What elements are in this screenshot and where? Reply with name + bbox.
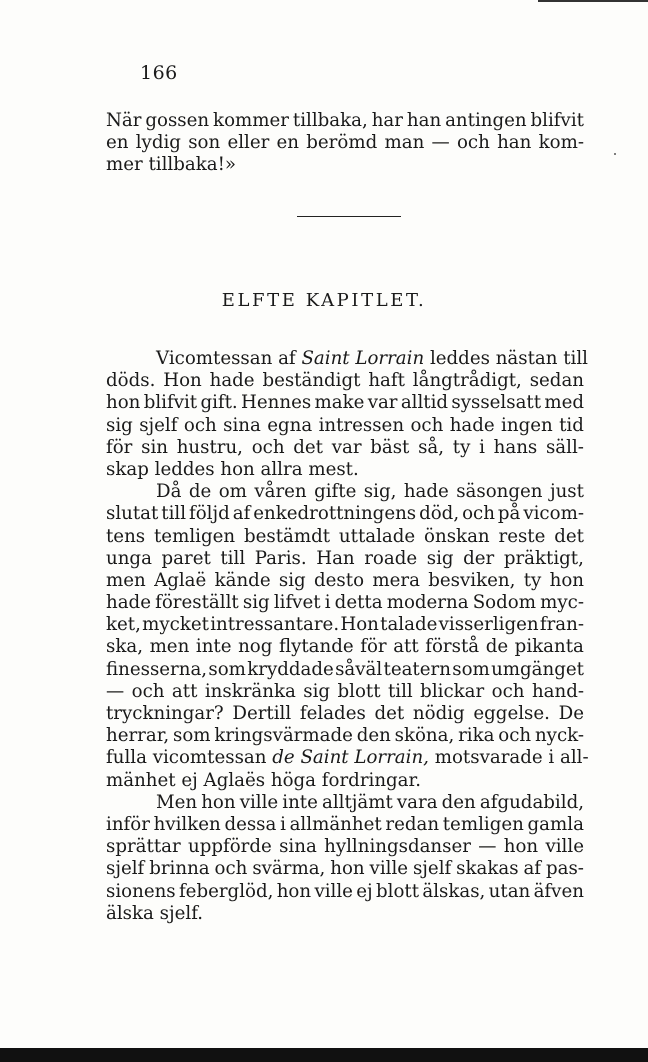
text-line xyxy=(106,659,584,681)
word: och xyxy=(491,680,525,702)
word: alltid xyxy=(400,392,449,414)
word: ty xyxy=(523,569,542,591)
chapter-body xyxy=(106,348,589,925)
word: kom- xyxy=(538,132,584,154)
word: gifte xyxy=(314,481,357,503)
word: lifvet xyxy=(273,592,321,614)
text-line xyxy=(106,792,584,814)
word: mycket xyxy=(142,614,209,636)
word: uppförde xyxy=(187,836,272,858)
word: och xyxy=(214,858,248,880)
word: sysselsatt xyxy=(451,392,542,414)
word: ville xyxy=(239,791,279,813)
word: finesserna, xyxy=(106,658,208,680)
word: på xyxy=(497,503,521,525)
text-line xyxy=(106,370,584,392)
word: slutat xyxy=(106,503,159,525)
word: en xyxy=(276,132,300,154)
word: den xyxy=(441,791,476,813)
text-line xyxy=(106,348,588,370)
word: visserligen xyxy=(438,614,539,636)
text-line xyxy=(106,481,584,503)
word: moderna xyxy=(386,592,469,614)
word: intressen xyxy=(318,414,405,436)
word: att xyxy=(393,636,419,658)
word: afgudabild, xyxy=(479,791,584,813)
paper-speck xyxy=(614,153,616,155)
word: temligen xyxy=(154,525,236,547)
word: kringsvärmade xyxy=(214,725,353,747)
text-line xyxy=(106,681,584,703)
word: redan xyxy=(385,813,440,835)
word: hustru, xyxy=(176,436,243,458)
word: inte xyxy=(195,636,232,658)
word: och xyxy=(410,414,444,436)
word: och xyxy=(498,725,532,747)
word: sina xyxy=(279,836,317,858)
word: följd xyxy=(189,503,230,525)
word: Aglaë xyxy=(154,569,207,591)
word: kommer xyxy=(213,110,289,131)
word: make xyxy=(314,392,365,414)
word: Dertill xyxy=(232,703,292,724)
word: hon xyxy=(330,858,365,880)
text-line xyxy=(106,725,584,747)
word: uttalade xyxy=(338,525,416,547)
text-line xyxy=(106,636,584,658)
word: har xyxy=(371,110,403,131)
word: sjelf xyxy=(106,858,145,880)
word: hade xyxy=(209,370,255,392)
word: beständigt xyxy=(262,370,361,392)
word: döds. xyxy=(106,370,156,392)
word: och xyxy=(183,414,217,436)
text-line xyxy=(106,392,584,414)
word: den xyxy=(356,725,391,747)
word: död, xyxy=(419,503,460,525)
chapter-title: ELFTE KAPITLET. xyxy=(221,290,427,311)
word: unga xyxy=(106,547,152,569)
page-edge-shadow xyxy=(538,0,648,2)
word: säll- xyxy=(545,436,584,458)
line-segment xyxy=(156,348,588,370)
word: hade xyxy=(449,414,495,436)
person-name: de Saint Lorrain, xyxy=(272,747,429,769)
intro-paragraph xyxy=(106,110,584,177)
word: vicom- xyxy=(523,503,584,525)
word: i xyxy=(479,436,485,458)
word: blifvit xyxy=(143,392,198,414)
word: hon xyxy=(201,791,236,813)
word: äfven xyxy=(533,880,584,902)
word: svärma, xyxy=(252,858,326,880)
word: gamla xyxy=(527,813,584,835)
word: inför xyxy=(106,813,150,835)
word: paret xyxy=(161,547,211,569)
word: sköna, xyxy=(394,725,455,747)
word: rika xyxy=(458,725,495,747)
word: såväl xyxy=(335,658,383,680)
scan-bottom-edge xyxy=(0,1048,648,1062)
word: flytande xyxy=(278,636,354,658)
text-segment: fulla vicomtessan xyxy=(106,747,273,769)
word: sprättar xyxy=(106,836,181,858)
text-segment: leddes nästan till xyxy=(424,348,588,369)
word: våren xyxy=(254,481,307,503)
word: ty xyxy=(452,436,471,458)
text-line: mer tillbaka!» xyxy=(106,154,237,176)
word: var xyxy=(367,392,398,414)
word: till xyxy=(161,503,187,525)
word: det xyxy=(554,525,584,547)
word: var xyxy=(331,436,362,458)
word: hade xyxy=(106,592,151,614)
word: han xyxy=(497,132,532,154)
word: och xyxy=(251,436,285,458)
word: som xyxy=(173,725,211,747)
word: der xyxy=(463,547,495,569)
word: ingen xyxy=(501,414,553,436)
word: föreställt xyxy=(155,592,239,614)
word: Hon xyxy=(163,370,202,392)
word: hyllningsdanser xyxy=(324,836,471,858)
word: dessa xyxy=(224,813,277,835)
text-line xyxy=(106,548,584,570)
word: inskränka xyxy=(204,680,296,702)
word: i xyxy=(324,592,331,614)
word: det xyxy=(293,436,323,458)
word: inte xyxy=(282,791,318,813)
text-line xyxy=(106,747,589,769)
word: När xyxy=(106,110,142,131)
word: hade xyxy=(403,481,449,503)
word: som xyxy=(452,658,490,680)
text-segment: Vicomtessan af xyxy=(156,348,302,369)
word: Hon xyxy=(340,614,379,636)
word: och xyxy=(462,503,495,525)
section-divider xyxy=(297,216,401,217)
word: sig xyxy=(242,592,270,614)
word: besviken, xyxy=(428,569,516,591)
word: skakas xyxy=(456,858,519,880)
word: blott xyxy=(376,880,420,902)
word: — xyxy=(106,680,125,702)
word: ska, xyxy=(106,636,143,658)
word: haft xyxy=(368,370,405,392)
word: om xyxy=(218,481,247,503)
word: De xyxy=(558,703,584,724)
word: lydig xyxy=(135,132,181,154)
word: sig xyxy=(426,547,454,569)
text-segment: motsvarade i all- xyxy=(428,747,589,769)
word: hans xyxy=(493,436,538,458)
word: temligen xyxy=(442,813,524,835)
word: pikanta xyxy=(514,636,584,658)
word: sig, xyxy=(363,481,397,503)
word: hon xyxy=(503,836,539,858)
word: och xyxy=(131,680,165,702)
word: eller xyxy=(227,132,270,154)
text-line: skap leddes hon allra mest. xyxy=(106,458,359,480)
word: teatern xyxy=(383,658,451,680)
word: ville xyxy=(545,836,584,858)
text-line xyxy=(106,132,584,154)
word: fran- xyxy=(539,614,584,636)
word: Han xyxy=(316,547,355,569)
word: kryddade xyxy=(247,658,334,680)
word: präktigt, xyxy=(503,547,584,569)
word: nog xyxy=(238,636,273,658)
word: intressantare. xyxy=(210,614,340,636)
word: umgänget xyxy=(491,658,584,680)
word: hvilken xyxy=(153,813,221,835)
word: Hennes xyxy=(241,392,312,414)
word: son xyxy=(188,132,221,154)
word: i xyxy=(280,813,286,835)
word: hon xyxy=(106,392,141,414)
word: mera xyxy=(372,569,420,591)
text-line xyxy=(106,437,584,459)
word: säsongen xyxy=(456,481,543,503)
word: en xyxy=(106,132,129,154)
word: ej xyxy=(356,880,373,902)
word: reste xyxy=(498,525,546,547)
person-name: Saint Lorrain xyxy=(301,348,425,369)
word: bestämdt xyxy=(243,525,331,547)
word: brinna xyxy=(149,858,210,880)
word: kände xyxy=(214,569,271,591)
word: att xyxy=(171,680,198,702)
word: tryckningar? xyxy=(106,703,224,724)
word: nyck- xyxy=(534,725,584,747)
text-line xyxy=(106,836,584,858)
word: enkedrottningens xyxy=(253,503,417,525)
word: desto xyxy=(314,569,365,591)
text-line xyxy=(106,415,584,437)
word: sin xyxy=(141,436,168,458)
text-line: älska sjelf. xyxy=(106,902,204,924)
word: men xyxy=(106,569,146,591)
word: så, xyxy=(418,436,445,458)
word: af xyxy=(523,858,542,880)
word: feberglöd, xyxy=(178,880,274,902)
word: till xyxy=(387,680,413,702)
word: eggelse. xyxy=(473,703,550,724)
word: Men xyxy=(156,791,198,813)
word: ket, xyxy=(106,614,141,636)
word: bäst xyxy=(370,436,410,458)
word: roade xyxy=(364,547,418,569)
word: — xyxy=(431,132,450,154)
word: herrar, xyxy=(106,725,170,747)
word: sedan xyxy=(529,370,584,392)
word: man xyxy=(384,132,425,154)
word: myc- xyxy=(540,592,584,614)
line-segment xyxy=(106,747,589,769)
word: berömd xyxy=(306,132,378,154)
word: antingen xyxy=(445,110,527,131)
word: talade xyxy=(380,614,438,636)
word: utan xyxy=(488,880,531,902)
text-line xyxy=(106,570,584,592)
word: de xyxy=(188,481,212,503)
page-number: 166 xyxy=(140,62,178,84)
word: men xyxy=(149,636,190,658)
word: de xyxy=(485,636,509,658)
word: sina xyxy=(223,414,261,436)
word: blott xyxy=(337,680,381,702)
word: tens xyxy=(106,525,146,547)
word: hon xyxy=(276,880,312,902)
text-line xyxy=(106,526,584,548)
word: sionens xyxy=(106,880,176,902)
word: gossen xyxy=(145,110,210,131)
word: detta xyxy=(334,592,383,614)
word: egna xyxy=(267,414,313,436)
word: allmänhet xyxy=(289,813,382,835)
word: sjelf xyxy=(139,414,178,436)
word: förstå xyxy=(425,636,480,658)
word: sig xyxy=(303,680,331,702)
word: alltjämt xyxy=(321,791,393,813)
word: pas- xyxy=(545,858,584,880)
text-line xyxy=(106,814,584,836)
word: nödig xyxy=(412,703,465,724)
word: sig xyxy=(278,569,306,591)
word: af xyxy=(232,503,251,525)
word: blickar xyxy=(420,680,485,702)
word: som xyxy=(208,658,246,680)
word: älskas, xyxy=(422,880,486,902)
word: Sodom xyxy=(472,592,536,614)
word: med xyxy=(544,392,584,414)
word: gift. xyxy=(200,392,238,414)
word: hand- xyxy=(531,680,584,702)
word: långtrådigt, xyxy=(412,370,522,392)
word: och xyxy=(456,132,490,154)
word: tid xyxy=(559,414,584,436)
word: vara xyxy=(396,791,438,813)
word: sig xyxy=(106,414,133,436)
word: till xyxy=(220,547,246,569)
word: för xyxy=(106,436,133,458)
word: felades xyxy=(299,703,366,724)
text-line xyxy=(106,881,584,903)
word: — xyxy=(478,836,497,858)
word: ville xyxy=(369,858,409,880)
word: Då xyxy=(156,481,182,503)
text-line xyxy=(106,703,584,725)
word: ville xyxy=(314,880,353,902)
text-line: mänhet ej Aglaës höga fordringar. xyxy=(106,769,422,791)
word: tillbaka, xyxy=(292,110,368,131)
word: just xyxy=(549,481,584,503)
text-line xyxy=(106,503,584,525)
word: sjelf xyxy=(412,858,452,880)
text-line xyxy=(106,110,584,132)
text-line xyxy=(106,858,584,880)
word: Paris. xyxy=(254,547,307,569)
text-line xyxy=(106,614,584,636)
word: det xyxy=(374,703,405,724)
word: hon xyxy=(549,569,584,591)
word: han xyxy=(406,110,442,131)
text-line xyxy=(106,592,584,614)
word: blifvit xyxy=(530,110,584,131)
word: för xyxy=(360,636,387,658)
word: önskan xyxy=(424,525,490,547)
